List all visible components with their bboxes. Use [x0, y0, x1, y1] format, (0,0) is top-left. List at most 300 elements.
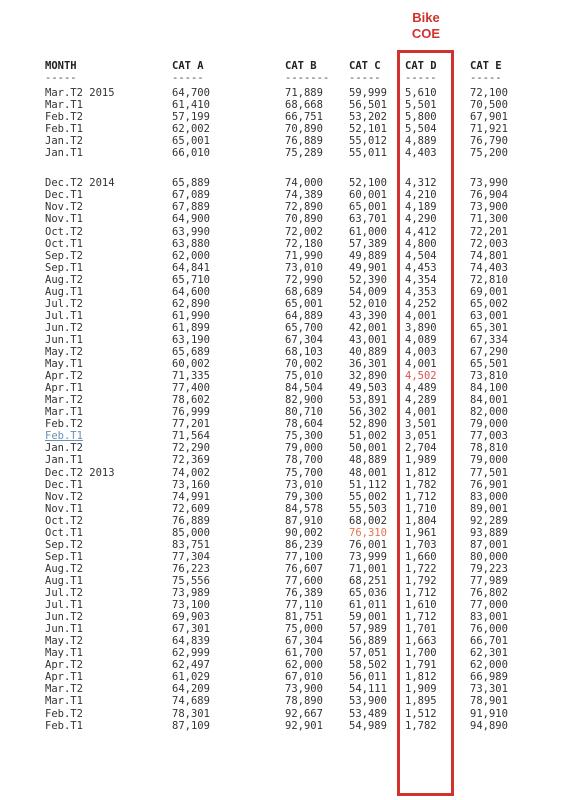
cell-cat-d: 4,289	[405, 394, 437, 407]
cell-cat-e: 83,000	[470, 490, 508, 503]
cell-cat-a: 61,990	[172, 309, 210, 322]
cell-cat-a: 63,990	[172, 225, 210, 238]
cell-cat-b: 76,889	[285, 135, 323, 148]
cell-cat-e: 78,810	[470, 442, 508, 455]
cell-cat-e: 82,000	[470, 406, 508, 419]
cell-month: Feb.T2	[45, 707, 83, 720]
cell-cat-a: 61,899	[172, 321, 210, 334]
cell-cat-c: 61,011	[349, 599, 387, 612]
cell-cat-e: 89,001	[470, 502, 508, 515]
cell-cat-e: 66,989	[470, 671, 508, 684]
cell-month: Sep.T2	[45, 538, 83, 551]
cell-cat-d: 1,812	[405, 466, 437, 479]
cell-cat-a: 74,002	[172, 466, 210, 479]
cell-cat-d: 3,890	[405, 321, 437, 334]
cell-cat-d: 4,290	[405, 213, 437, 226]
cell-month: Mar.T1	[45, 406, 83, 419]
cell-cat-a: 64,209	[172, 683, 210, 696]
cell-cat-c: 53,900	[349, 695, 387, 708]
cell-cat-b: 70,002	[285, 358, 323, 371]
cell-cat-e: 78,901	[470, 695, 508, 708]
cell-cat-e: 76,904	[470, 189, 508, 202]
cell-cat-c: 48,889	[349, 454, 387, 467]
cell-cat-b: 72,180	[285, 237, 323, 250]
cell-cat-d: 4,502	[405, 370, 437, 383]
cell-cat-c: 51,112	[349, 478, 387, 491]
cell-cat-d: 1,722	[405, 562, 437, 575]
cell-cat-a: 67,301	[172, 623, 210, 636]
bike-coe-label-line2: COE	[411, 26, 441, 41]
cell-month: Nov.T1	[45, 502, 83, 515]
cell-cat-a: 61,410	[172, 99, 210, 112]
cell-cat-e: 76,802	[470, 587, 508, 599]
cell-cat-c: 55,012	[349, 135, 387, 148]
cell-cat-c: 36,301	[349, 358, 387, 371]
cell-cat-d: 5,800	[405, 111, 437, 124]
cell-cat-b: 65,001	[285, 297, 323, 310]
header-rule-cat-b: -------	[285, 72, 330, 84]
cell-month: Nov.T2	[45, 201, 83, 214]
cell-cat-a: 87,109	[172, 719, 210, 732]
cell-cat-b: 73,010	[285, 478, 323, 491]
cell-cat-b: 82,900	[285, 394, 323, 407]
cell-cat-e: 84,100	[470, 382, 508, 395]
cell-cat-e: 76,790	[470, 135, 508, 148]
header-rule-month: -----	[45, 72, 77, 84]
cell-cat-d: 1,791	[405, 659, 437, 672]
cell-month: Jul.T2	[45, 587, 83, 599]
cell-cat-b: 72,890	[285, 201, 323, 214]
cell-cat-e: 62,000	[470, 659, 508, 672]
cell-month: Apr.T2	[45, 370, 83, 383]
cell-cat-d: 4,210	[405, 189, 437, 202]
cell-month: Apr.T1	[45, 671, 83, 684]
cell-cat-a: 64,839	[172, 635, 210, 648]
cell-month: Jun.T1	[45, 333, 83, 346]
cell-cat-e: 67,290	[470, 346, 508, 358]
cell-cat-e: 72,003	[470, 237, 508, 250]
cell-cat-c: 52,010	[349, 297, 387, 310]
cell-cat-c: 76,310	[349, 526, 387, 539]
cell-cat-b: 64,889	[285, 309, 323, 322]
cell-cat-b: 74,389	[285, 189, 323, 202]
cell-month: Aug.T1	[45, 285, 83, 298]
cell-cat-c: 56,501	[349, 99, 387, 112]
cell-cat-a: 74,689	[172, 695, 210, 708]
cell-cat-b: 65,700	[285, 321, 323, 334]
cell-cat-e: 67,334	[470, 333, 508, 346]
cell-cat-c: 57,989	[349, 623, 387, 636]
cell-month: Jan.T2	[45, 135, 83, 148]
cell-cat-e: 72,100	[470, 87, 508, 99]
cell-cat-e: 73,900	[470, 201, 508, 214]
cell-cat-d: 1,712	[405, 490, 437, 503]
cell-cat-c: 65,001	[349, 201, 387, 214]
cell-month: Mar.T1	[45, 99, 83, 112]
cell-cat-d: 4,003	[405, 346, 437, 358]
cell-cat-b: 68,103	[285, 346, 323, 358]
cell-month: Nov.T1	[45, 213, 83, 226]
cell-cat-a: 75,556	[172, 574, 210, 587]
cell-cat-c: 51,002	[349, 430, 387, 443]
cell-cat-b: 92,667	[285, 707, 323, 720]
cell-cat-e: 62,301	[470, 647, 508, 660]
cell-cat-c: 52,890	[349, 418, 387, 431]
cell-cat-c: 54,989	[349, 719, 387, 732]
cell-cat-c: 52,101	[349, 123, 387, 136]
cell-cat-c: 56,302	[349, 406, 387, 419]
header-cat-d: CAT D	[405, 60, 437, 72]
cell-cat-a: 77,304	[172, 550, 210, 563]
cell-cat-e: 93,889	[470, 526, 508, 539]
cell-cat-a: 60,002	[172, 358, 210, 371]
cell-cat-c: 68,002	[349, 514, 387, 527]
cell-cat-c: 49,889	[349, 249, 387, 262]
cell-month: May.T2	[45, 346, 83, 358]
cell-cat-b: 92,901	[285, 719, 323, 732]
cell-cat-c: 53,202	[349, 111, 387, 124]
cell-cat-c: 76,001	[349, 538, 387, 551]
cell-cat-b: 67,304	[285, 635, 323, 648]
header-cat-b: CAT B	[285, 60, 317, 72]
cell-cat-d: 1,712	[405, 587, 437, 599]
cell-cat-a: 76,223	[172, 562, 210, 575]
cell-cat-c: 53,489	[349, 707, 387, 720]
cell-cat-d: 4,089	[405, 333, 437, 346]
cell-month: May.T1	[45, 647, 83, 660]
cell-cat-d: 4,252	[405, 297, 437, 310]
cell-cat-e: 70,500	[470, 99, 508, 112]
cell-cat-a: 57,199	[172, 111, 210, 124]
cell-cat-e: 83,001	[470, 611, 508, 624]
cell-cat-c: 59,001	[349, 611, 387, 624]
cell-month: Jun.T1	[45, 623, 83, 636]
cell-cat-d: 1,909	[405, 683, 437, 696]
cell-cat-b: 84,504	[285, 382, 323, 395]
cell-cat-b: 68,668	[285, 99, 323, 112]
cell-cat-c: 57,051	[349, 647, 387, 660]
cell-month: Oct.T2	[45, 225, 83, 238]
cell-month: Oct.T1	[45, 526, 83, 539]
cell-cat-c: 68,251	[349, 574, 387, 587]
cell-cat-c: 54,009	[349, 285, 387, 298]
cell-cat-b: 75,010	[285, 370, 323, 383]
cell-cat-b: 73,010	[285, 261, 323, 274]
cell-month: Nov.T2	[45, 490, 83, 503]
header-rule-cat-a: -----	[172, 72, 204, 84]
cell-cat-c: 49,901	[349, 261, 387, 274]
cell-month: Feb.T1	[45, 719, 83, 732]
cell-cat-e: 71,300	[470, 213, 508, 226]
cell-cat-e: 92,289	[470, 514, 508, 527]
cell-cat-b: 78,604	[285, 418, 323, 431]
header-rule-cat-e: -----	[470, 72, 502, 84]
cell-cat-a: 64,700	[172, 87, 210, 99]
cell-cat-e: 65,501	[470, 358, 508, 371]
cell-cat-b: 70,890	[285, 123, 323, 136]
cell-cat-d: 5,610	[405, 87, 437, 99]
cell-month: Jul.T2	[45, 297, 83, 310]
cell-cat-d: 5,501	[405, 99, 437, 112]
cell-cat-a: 64,600	[172, 285, 210, 298]
cell-cat-e: 66,701	[470, 635, 508, 648]
cell-cat-d: 1,660	[405, 550, 437, 563]
cell-cat-b: 86,239	[285, 538, 323, 551]
cell-cat-d: 4,504	[405, 249, 437, 262]
cell-cat-a: 73,989	[172, 587, 210, 599]
cell-cat-e: 87,001	[470, 538, 508, 551]
cell-cat-b: 84,578	[285, 502, 323, 515]
cell-month: Mar.T1	[45, 695, 83, 708]
cell-cat-d: 1,895	[405, 695, 437, 708]
cell-cat-b: 62,000	[285, 659, 323, 672]
cell-cat-b: 76,607	[285, 562, 323, 575]
cell-cat-e: 71,921	[470, 123, 508, 136]
cell-cat-d: 4,189	[405, 201, 437, 214]
cell-month: May.T1	[45, 358, 83, 371]
cell-month: Mar.T2	[45, 683, 83, 696]
cell-cat-b: 70,890	[285, 213, 323, 226]
cell-cat-e: 65,002	[470, 297, 508, 310]
cell-cat-c: 32,890	[349, 370, 387, 383]
cell-cat-e: 79,000	[470, 418, 508, 431]
cell-cat-c: 60,001	[349, 189, 387, 202]
cell-month: Jun.T2	[45, 321, 83, 334]
cell-cat-a: 65,889	[172, 177, 210, 190]
cell-cat-a: 62,497	[172, 659, 210, 672]
cell-cat-a: 64,900	[172, 213, 210, 226]
cell-cat-d: 3,501	[405, 418, 437, 431]
cell-cat-e: 77,000	[470, 599, 508, 612]
cell-cat-d: 4,800	[405, 237, 437, 250]
cell-cat-a: 64,841	[172, 261, 210, 274]
cell-cat-c: 56,889	[349, 635, 387, 648]
cell-cat-b: 78,700	[285, 454, 323, 467]
cell-month: Feb.T2	[45, 111, 83, 124]
cell-cat-d: 1,989	[405, 454, 437, 467]
cell-cat-a: 65,689	[172, 346, 210, 358]
cell-cat-b: 66,751	[285, 111, 323, 124]
cell-month: Aug.T2	[45, 273, 83, 286]
cell-month: Aug.T1	[45, 574, 83, 587]
header-cat-e: CAT E	[470, 60, 502, 72]
cell-cat-b: 72,990	[285, 273, 323, 286]
cell-cat-b: 74,000	[285, 177, 323, 190]
cell-cat-e: 72,810	[470, 273, 508, 286]
cell-cat-c: 57,389	[349, 237, 387, 250]
cell-cat-c: 52,100	[349, 177, 387, 190]
cell-cat-c: 61,000	[349, 225, 387, 238]
cell-cat-d: 1,804	[405, 514, 437, 527]
cell-cat-d: 1,812	[405, 671, 437, 684]
cell-cat-c: 40,889	[349, 346, 387, 358]
cell-month: Jan.T1	[45, 454, 83, 467]
cell-cat-d: 4,353	[405, 285, 437, 298]
cell-cat-d: 1,782	[405, 478, 437, 491]
cell-cat-e: 74,403	[470, 261, 508, 274]
cell-cat-d: 1,710	[405, 502, 437, 515]
cell-cat-b: 75,289	[285, 147, 323, 160]
cell-month: Apr.T1	[45, 382, 83, 395]
cell-cat-e: 73,810	[470, 370, 508, 383]
cell-month: Oct.T2	[45, 514, 83, 527]
cell-cat-e: 74,801	[470, 249, 508, 262]
cell-cat-a: 69,903	[172, 611, 210, 624]
cell-cat-a: 62,000	[172, 249, 210, 262]
cell-cat-e: 76,901	[470, 478, 508, 491]
cell-cat-a: 78,301	[172, 707, 210, 720]
cell-cat-e: 72,201	[470, 225, 508, 238]
cell-cat-d: 1,782	[405, 719, 437, 732]
cell-cat-e: 65,301	[470, 321, 508, 334]
cell-cat-e: 76,000	[470, 623, 508, 636]
cell-cat-b: 79,000	[285, 442, 323, 455]
cell-cat-e: 73,990	[470, 177, 508, 190]
cell-month: Jan.T1	[45, 147, 83, 160]
cell-cat-a: 62,002	[172, 123, 210, 136]
cell-cat-a: 72,609	[172, 502, 210, 515]
cell-cat-a: 85,000	[172, 526, 210, 539]
cell-cat-a: 74,991	[172, 490, 210, 503]
cell-cat-b: 68,689	[285, 285, 323, 298]
header-month: MONTH	[45, 60, 77, 72]
cell-cat-d: 1,961	[405, 526, 437, 539]
cell-cat-a: 65,001	[172, 135, 210, 148]
cell-cat-b: 67,304	[285, 333, 323, 346]
cell-month: Jul.T1	[45, 309, 83, 322]
cell-cat-b: 75,700	[285, 466, 323, 479]
bike-coe-label-line1: Bike	[412, 10, 440, 25]
cell-cat-a: 76,999	[172, 406, 210, 419]
bike-coe-label	[402, 10, 450, 42]
cell-month: Feb.T2	[45, 418, 83, 431]
cell-cat-a: 63,880	[172, 237, 210, 250]
cell-cat-a: 77,201	[172, 418, 210, 431]
cell-month: Sep.T1	[45, 261, 83, 274]
cell-cat-c: 65,036	[349, 587, 387, 599]
cell-cat-a: 78,602	[172, 394, 210, 407]
cell-month: Sep.T1	[45, 550, 83, 563]
header-cat-c: CAT C	[349, 60, 381, 72]
cell-month: Apr.T2	[45, 659, 83, 672]
cell-cat-e: 79,223	[470, 562, 508, 575]
cell-cat-d: 5,504	[405, 123, 437, 136]
cell-cat-a: 73,160	[172, 478, 210, 491]
header-rule-cat-d: -----	[405, 72, 437, 84]
cell-cat-b: 77,600	[285, 574, 323, 587]
cell-cat-c: 55,002	[349, 490, 387, 503]
cell-cat-b: 71,889	[285, 87, 323, 99]
cell-cat-a: 66,010	[172, 147, 210, 160]
cell-month: Dec.T1	[45, 189, 83, 202]
cell-cat-b: 71,990	[285, 249, 323, 262]
cell-cat-a: 63,190	[172, 333, 210, 346]
cell-month: Mar.T2	[45, 394, 83, 407]
cell-cat-c: 55,503	[349, 502, 387, 515]
cell-cat-d: 4,489	[405, 382, 437, 395]
cell-cat-d: 1,610	[405, 599, 437, 612]
cell-cat-d: 1,701	[405, 623, 437, 636]
cell-cat-b: 80,710	[285, 406, 323, 419]
cell-cat-d: 2,704	[405, 442, 437, 455]
cell-cat-a: 62,890	[172, 297, 210, 310]
cell-cat-c: 58,502	[349, 659, 387, 672]
cell-cat-c: 42,001	[349, 321, 387, 334]
cell-cat-a: 72,369	[172, 454, 210, 467]
cell-month: Jul.T1	[45, 599, 83, 612]
cell-cat-d: 1,663	[405, 635, 437, 648]
cell-cat-e: 80,000	[470, 550, 508, 563]
cell-cat-d: 1,703	[405, 538, 437, 551]
cell-cat-a: 71,335	[172, 370, 210, 383]
cell-cat-d: 1,700	[405, 647, 437, 660]
cell-cat-e: 77,003	[470, 430, 508, 443]
cell-cat-b: 78,890	[285, 695, 323, 708]
cell-cat-b: 75,300	[285, 430, 323, 443]
cell-cat-d: 4,889	[405, 135, 437, 148]
cell-month: Dec.T1	[45, 478, 83, 491]
cell-cat-a: 77,400	[172, 382, 210, 395]
cell-cat-c: 53,891	[349, 394, 387, 407]
cell-cat-d: 1,512	[405, 707, 437, 720]
cell-cat-d: 3,051	[405, 430, 437, 443]
cell-cat-a: 83,751	[172, 538, 210, 551]
cell-cat-d: 4,403	[405, 147, 437, 160]
cell-cat-e: 79,000	[470, 454, 508, 467]
cell-cat-c: 71,001	[349, 562, 387, 575]
cell-cat-b: 76,389	[285, 587, 323, 599]
cell-cat-c: 54,111	[349, 683, 387, 696]
cell-month: Sep.T2	[45, 249, 83, 262]
cell-cat-e: 73,301	[470, 683, 508, 696]
cell-month: Feb.T1	[45, 430, 83, 443]
cell-cat-c: 63,701	[349, 213, 387, 226]
cell-cat-e: 75,200	[470, 147, 508, 160]
cell-cat-a: 67,889	[172, 201, 210, 214]
cell-cat-d: 4,453	[405, 261, 437, 274]
cell-cat-c: 73,999	[349, 550, 387, 563]
cell-month: Dec.T2 2013	[45, 466, 115, 479]
cell-cat-e: 63,001	[470, 309, 508, 322]
cell-cat-e: 84,001	[470, 394, 508, 407]
cell-cat-e: 69,001	[470, 285, 508, 298]
cell-month: Feb.T1	[45, 123, 83, 136]
cell-cat-b: 90,002	[285, 526, 323, 539]
cell-cat-e: 91,910	[470, 707, 508, 720]
cell-cat-d: 4,001	[405, 358, 437, 371]
cell-cat-c: 50,001	[349, 442, 387, 455]
cell-cat-b: 81,751	[285, 611, 323, 624]
cell-cat-a: 72,290	[172, 442, 210, 455]
cell-cat-c: 48,001	[349, 466, 387, 479]
cell-cat-a: 65,710	[172, 273, 210, 286]
cell-cat-e: 77,501	[470, 466, 508, 479]
cell-cat-b: 75,000	[285, 623, 323, 636]
cell-month: May.T2	[45, 635, 83, 648]
cell-cat-b: 79,300	[285, 490, 323, 503]
cell-cat-a: 61,029	[172, 671, 210, 684]
cell-cat-c: 43,001	[349, 333, 387, 346]
cell-month: Mar.T2 2015	[45, 87, 115, 99]
cell-cat-d: 1,712	[405, 611, 437, 624]
cell-cat-c: 59,999	[349, 87, 387, 99]
cell-cat-a: 73,100	[172, 599, 210, 612]
cell-cat-b: 77,110	[285, 599, 323, 612]
cell-month: Jan.T2	[45, 442, 83, 455]
cell-cat-c: 49,503	[349, 382, 387, 395]
cell-cat-a: 71,564	[172, 430, 210, 443]
cell-cat-e: 94,890	[470, 719, 508, 732]
